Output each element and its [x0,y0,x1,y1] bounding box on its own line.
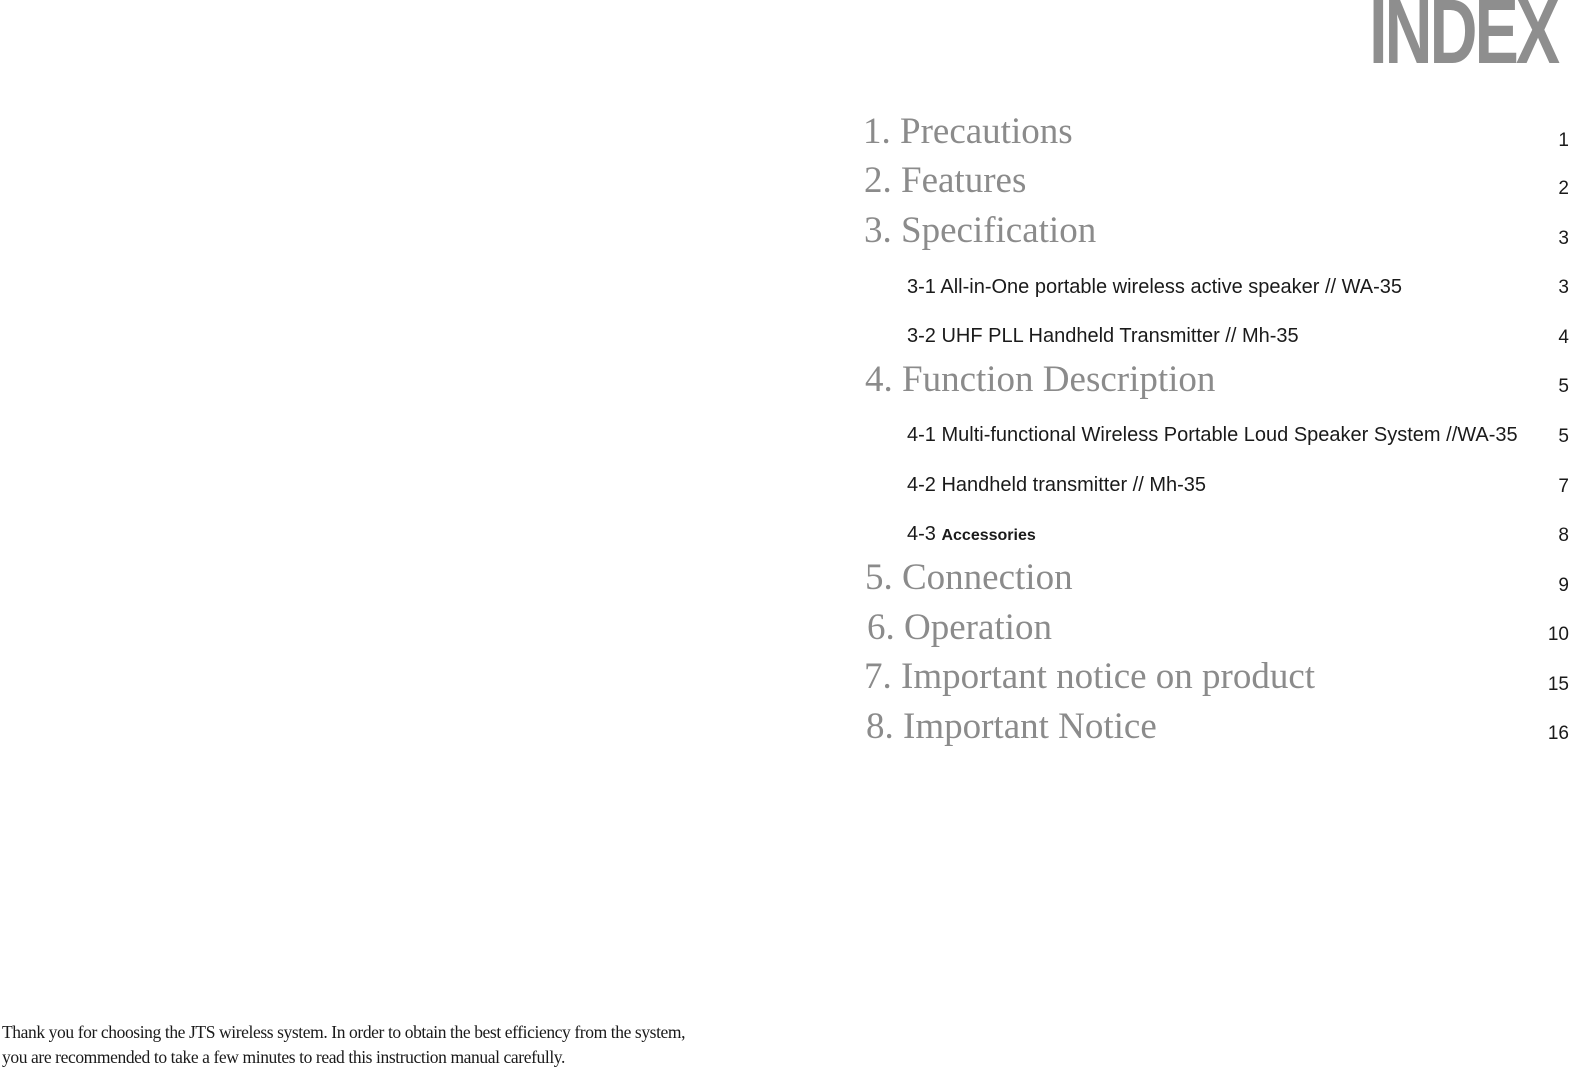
toc-label: 2. Features [864,160,1027,201]
toc-label: 4-1 Multi-functional Wireless Portable Loud Speaker System //WA-35 [907,424,1518,446]
toc-label: 3-1 All-in-One portable wireless active speaker // WA-35 [907,276,1403,298]
toc-page-number: 7 [1558,476,1569,497]
intro-line: Thank you for choosing the JTS wireless system. In order to obtain the best efficiency from the system, [2,1022,686,1042]
toc-page-number: 10 [1547,624,1569,645]
toc-label: 4. Function Description [865,359,1216,400]
toc-label: 6. Operation [867,607,1052,648]
toc-label-text: Accessories [941,527,1036,544]
toc-page-number: 3 [1558,228,1569,249]
toc-page-number: 9 [1558,575,1569,596]
toc-label: 8. Important Notice [866,706,1157,747]
toc-page-number: 2 [1558,178,1569,199]
toc-label: 7. Important notice on product [864,656,1316,697]
toc-label: 3. Specification [864,210,1097,251]
toc-label: 3-2 UHF PLL Handheld Transmitter // Mh-35 [907,325,1299,347]
toc-label: 1. Precautions [863,111,1073,152]
toc-label [907,522,1036,548]
toc-label: 5. Connection [865,557,1073,598]
toc-page-number: 16 [1547,723,1569,744]
toc-page-number: 3 [1558,277,1569,298]
toc-page-number: 5 [1558,426,1569,447]
toc-label: 4-2 Handheld transmitter // Mh-35 [907,474,1207,496]
toc-page-number: 15 [1547,674,1569,695]
page-title: INDEX [1368,0,1557,83]
toc-page-number: 8 [1558,525,1569,546]
toc-page-number: 4 [1558,327,1569,348]
toc-page-number: 5 [1558,376,1569,397]
toc-label-prefix: 4-3 [907,523,936,545]
intro-line: you are recommended to take a few minutes to read this instruction manual carefully. [2,1047,565,1067]
intro-text [2,1020,685,1070]
toc-page-number: 1 [1558,130,1569,151]
